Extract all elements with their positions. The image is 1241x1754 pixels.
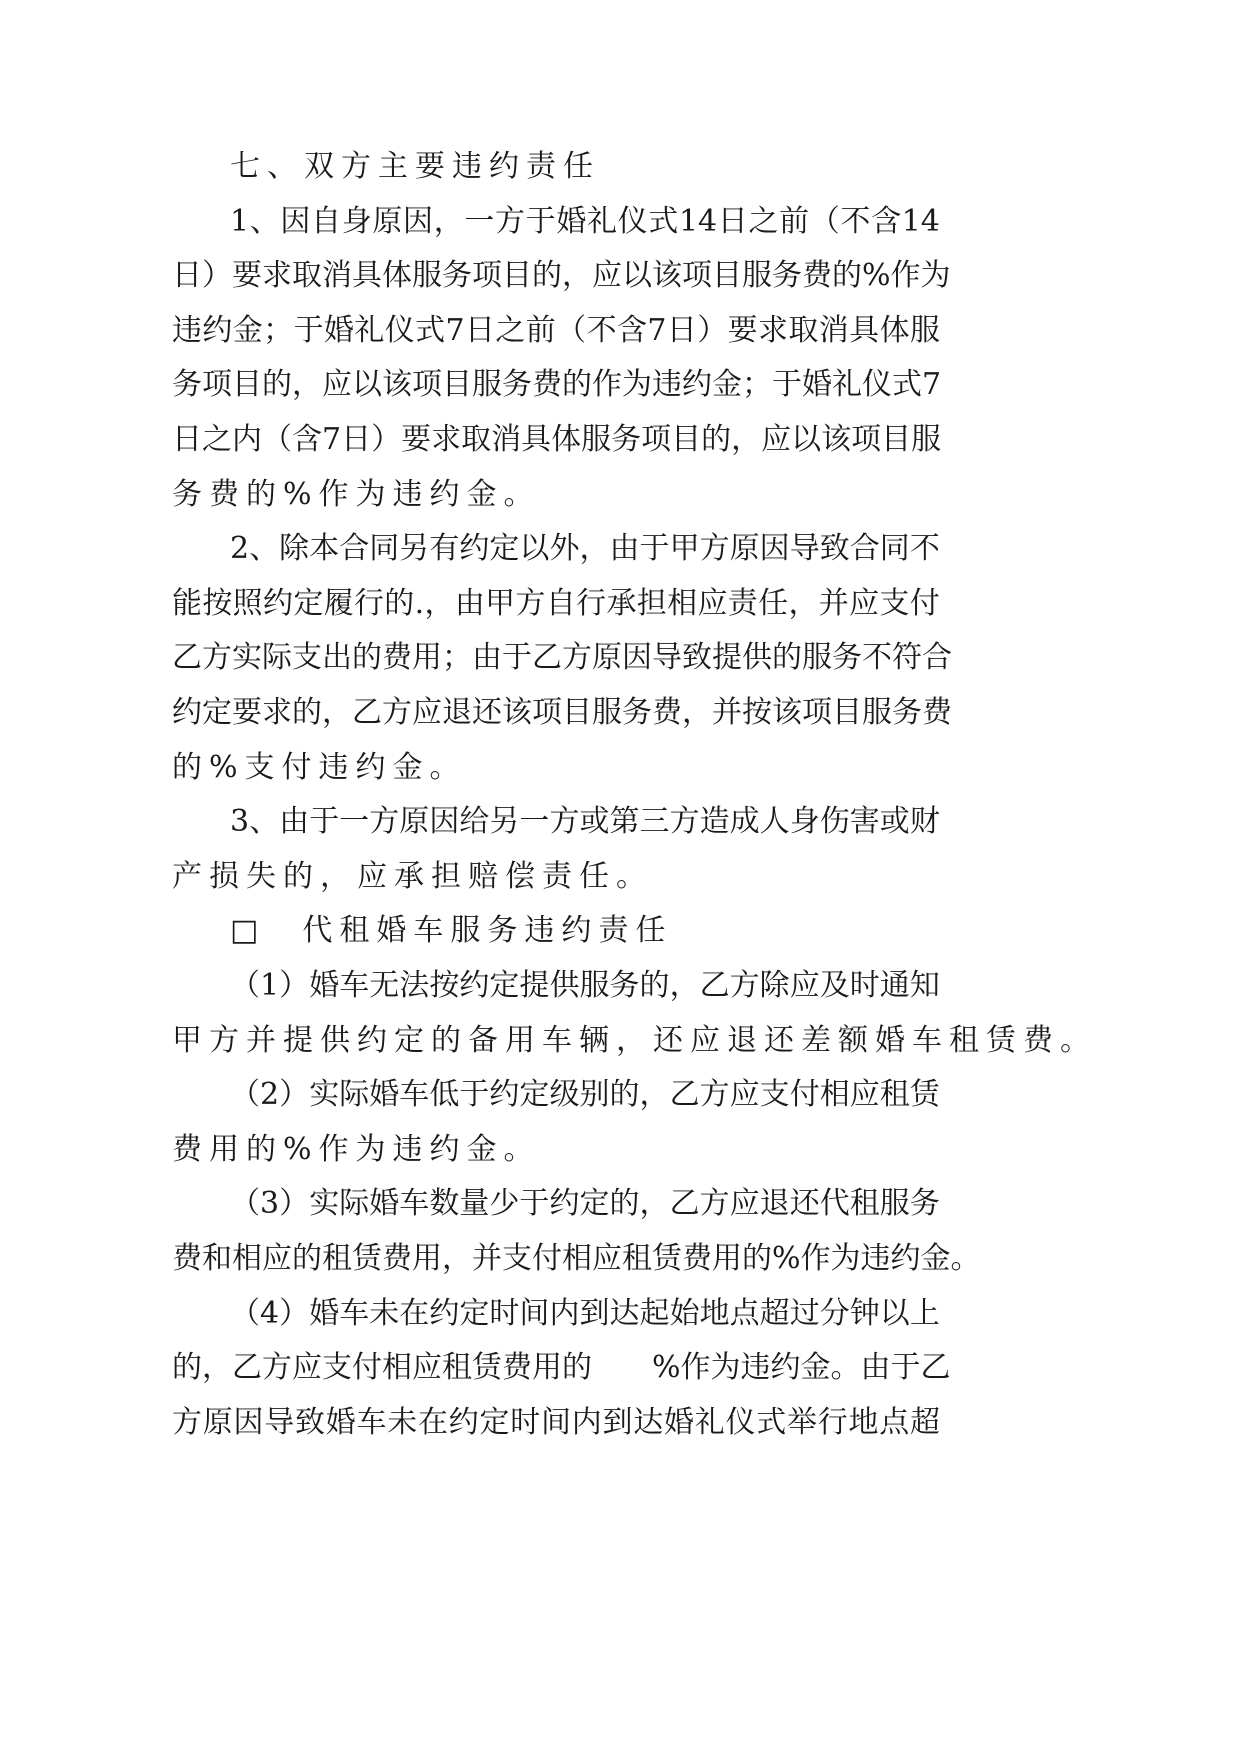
text-line: 的%支付违约金。 bbox=[172, 749, 467, 785]
text-line: 2 、 除 本 合 同 另 有 约 定 以 外 ， 由 于 甲 方 原 因 导 致 合 同 不 bbox=[230, 531, 940, 567]
text-line: 乙 方 实 际 支 出 的 费 用 ； 由 于 乙 方 原 因 导 致 提 供 的 服 务 不 符 合 bbox=[172, 640, 952, 676]
text-line: 能 按 照 约 定 履 行 的 . ， 由 甲 方 自 行 承 担 相 应 责 任 ， 并 应 支 付 bbox=[172, 585, 940, 621]
text-line: 务费的%作为违约金。 bbox=[172, 476, 541, 512]
text-line: 日 ） 要 求 取 消 具 体 服 务 项 目 的 ， 应 以 该 项 目 服 务 费 的 % 作 为 bbox=[172, 258, 951, 294]
text-line: （ 4 ） 婚 车 未 在 约 定 时 间 内 到 达 起 始 地 点 超 过 分 钟 以 上 bbox=[230, 1295, 940, 1331]
text-line: 日 之 内 （ 含 7 日 ） 要 求 取 消 具 体 服 务 项 目 的 ， 应 以 该 项 目 服 bbox=[172, 422, 942, 457]
text-line: 约 定 要 求 的 ， 乙 方 应 退 还 该 项 目 服 务 费 ， 并 按 该 项 目 服 务 费 bbox=[172, 695, 952, 730]
text-line: □ 代租婚车服务违约责任 bbox=[230, 913, 673, 949]
section-heading: 七、双方主要违约责任 bbox=[230, 149, 600, 184]
text-line: 产损失的，应承担赔偿责任。 bbox=[172, 858, 653, 894]
text-line: 1 、 因 自 身 原 因 ， 一 方 于 婚 礼 仪 式 14 日 之 前 （ 不 含 14 bbox=[230, 203, 940, 239]
text-line: 的 ， 乙 方 应 支 付 相 应 租 赁 费 用 的 % 作 为 违 约 金 。 由 于 乙 bbox=[172, 1350, 951, 1386]
text-line: 务 项 目 的 ， 应 以 该 项 目 服 务 费 的 作 为 违 约 金 ； 于 婚 礼 仪 式 7 bbox=[172, 367, 942, 403]
text-line: 费用的%作为违约金。 bbox=[172, 1131, 541, 1167]
text-line: 费 和 相 应 的 租 赁 费 用 ， 并 支 付 相 应 租 赁 费 用 的 % 作 为 违 约 金 。 bbox=[172, 1241, 981, 1276]
text-line: （ 1 ） 婚 车 无 法 按 约 定 提 供 服 务 的 ， 乙 方 除 应 及 时 通 知 bbox=[230, 968, 940, 1003]
text-line: （ 2 ） 实 际 婚 车 低 于 约 定 级 别 的 ， 乙 方 应 支 付 相 应 租 赁 bbox=[230, 1077, 940, 1113]
text-line: 3 、 由 于 一 方 原 因 给 另 一 方 或 第 三 方 造 成 人 身 伤 害 或 财 bbox=[230, 804, 940, 840]
text-line: （ 3 ） 实 际 婚 车 数 量 少 于 约 定 的 ， 乙 方 应 退 还 代 租 服 务 bbox=[230, 1186, 940, 1222]
text-line: 甲方并提供约定的备用车辆，还应退还差额婚车租赁费。 bbox=[172, 1022, 1097, 1058]
text-line: 违 约 金 ； 于 婚 礼 仪 式 7 日 之 前 （ 不 含 7 日 ） 要 求 取 消 具 体 服 bbox=[172, 312, 940, 348]
text-line: 方 原 因 导 致 婚 车 未 在 约 定 时 间 内 到 达 婚 礼 仪 式 举 行 地 点 超 bbox=[172, 1404, 940, 1440]
